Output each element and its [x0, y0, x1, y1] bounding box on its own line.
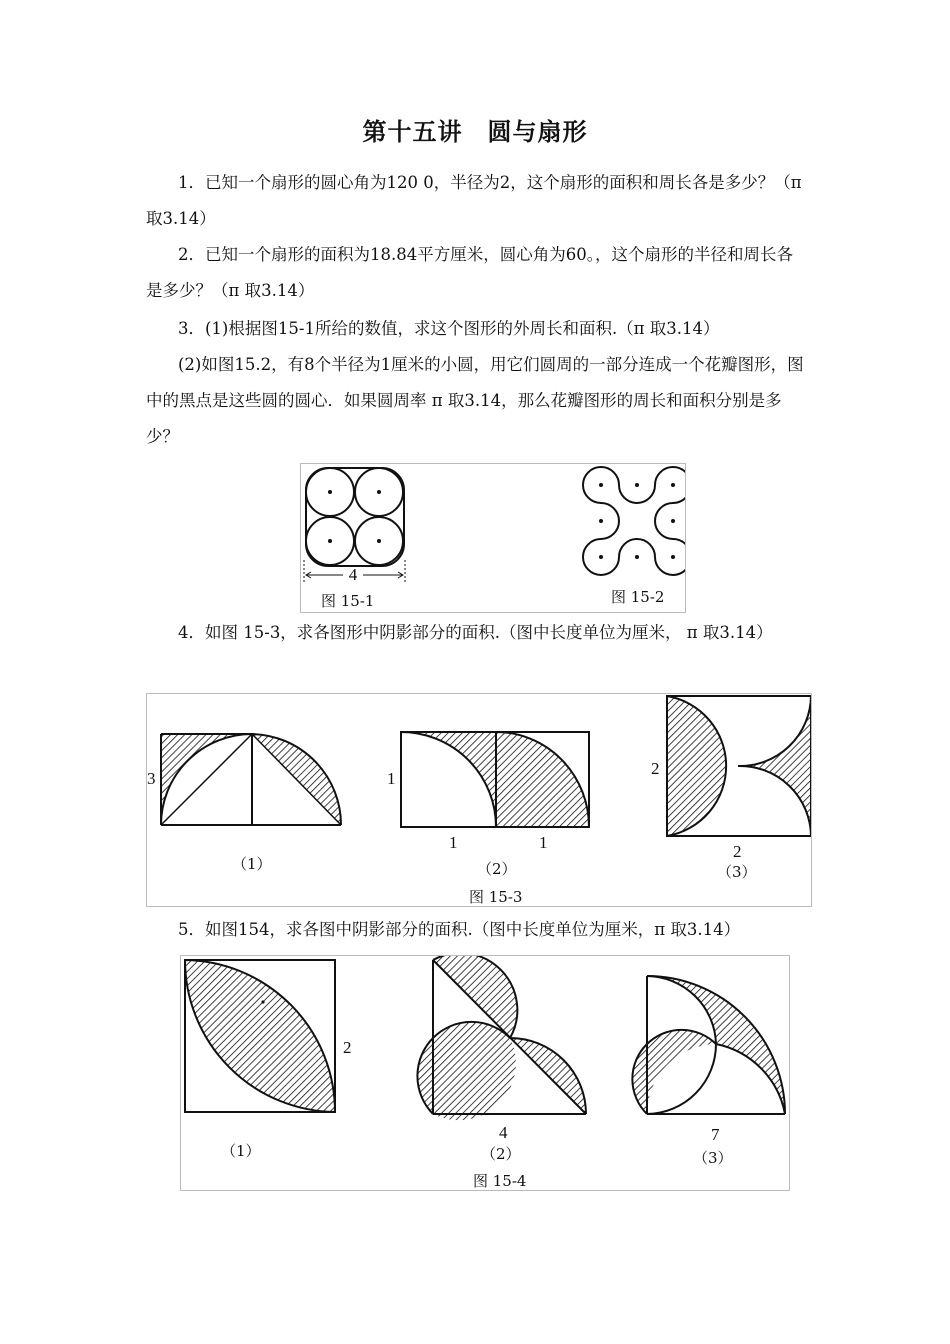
problem-1: 1．已知一个扇形的圆心角为120 0，半径为2，这个扇形的面积和周长各是多少？（π 取3.14）	[146, 173, 802, 228]
figure-15-3-caption: 图 15-3	[469, 888, 523, 906]
figure-15-1-caption: 图 15-1	[321, 592, 375, 610]
problem-4: 4．如图 15-3，求各图形中阴影部分的面积.（图中长度单位为厘米， π 取3.14）	[178, 623, 773, 642]
figure-15-1-drawing	[306, 468, 404, 566]
figure-15-4-sub-2-label: （2）	[481, 1145, 521, 1163]
figure-15-4-caption: 图 15-4	[473, 1172, 527, 1190]
problem-5: 5．如图154，求各图中阴影部分的面积.（图中长度单位为厘米，π 取3.14）	[178, 920, 741, 939]
figure-15-3-sub-1	[147, 734, 341, 873]
figure-15-3-sub-2-label: （2）	[477, 860, 517, 878]
figure-15-3-sub-2-side: 1	[387, 769, 396, 788]
figure-15-4-sub-1	[185, 960, 352, 1160]
figure-15-1-dimension: 4	[348, 565, 358, 584]
figure-15-4-sub-3-label: （3）	[693, 1149, 733, 1167]
figure-15-4-sub-3	[632, 976, 785, 1167]
figure-15-3	[146, 693, 812, 907]
figure-15-4-sub-1-side: 2	[343, 1038, 352, 1057]
figure-15-3-sub-2-bottom-right: 1	[539, 833, 548, 852]
figure-15-4	[180, 955, 790, 1191]
figure-15-4-sub-1-label: （1）	[221, 1142, 261, 1160]
problem-3-part-2: (2)如图15.2，有8个半径为1厘米的小圆，用它们圆周的一部分连成一个花瓣图形，图中的黑点是这些圆的圆心．如果圆周率 π 取3.14，那么花瓣图形的周长和面积分别是多少？	[146, 355, 804, 446]
figure-15-4-sub-2	[417, 956, 586, 1163]
figure-15-3-sub-3-side: 2	[651, 759, 660, 778]
figure-15-4-sub-3-bottom: 7	[711, 1125, 720, 1144]
figure-15-3-sub-3-bottom: 2	[733, 842, 742, 861]
problem-2: 2．已知一个扇形的面积为18.84平方厘米，圆心角为60。，这个扇形的半径和周长各是多少？（π 取3.14）	[146, 245, 793, 300]
problem-3-part-1: 3．(1)根据图15-1所给的数值，求这个图形的外周长和面积.（π 取3.14）	[178, 319, 720, 338]
figure-15-1-15-2	[300, 463, 686, 613]
figure-15-3-sub-1-label: （1）	[232, 855, 272, 873]
figure-15-3-sub-2	[387, 732, 589, 878]
figure-15-3-sub-1-side: 3	[147, 769, 156, 788]
figure-15-3-sub-3-label: （3）	[717, 863, 757, 881]
figure-15-3-sub-3	[651, 696, 811, 881]
figure-15-2-caption: 图 15-2	[611, 588, 665, 606]
figure-15-3-sub-2-bottom-left: 1	[449, 833, 458, 852]
page-title: 第十五讲 圆与扇形	[362, 118, 588, 146]
figure-15-4-sub-2-bottom: 4	[499, 1123, 508, 1142]
figure-15-2-drawing	[583, 467, 685, 575]
